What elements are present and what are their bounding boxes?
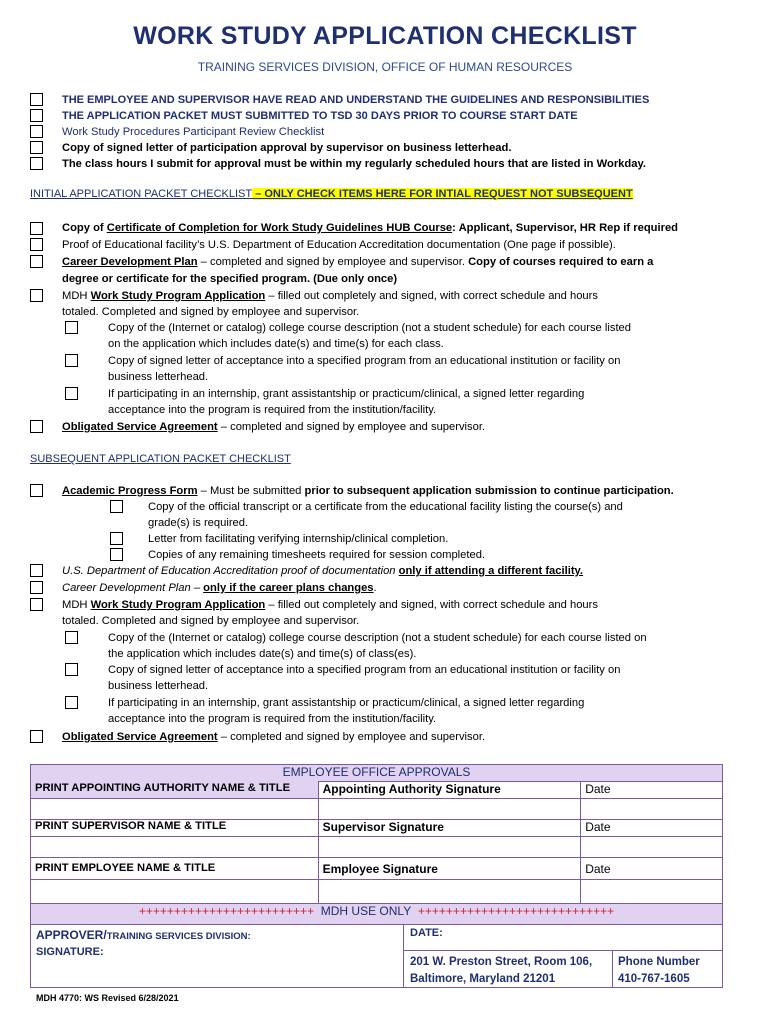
- checkbox-internship-letter[interactable]: [65, 387, 78, 400]
- checkbox-sub-course-description[interactable]: [65, 631, 78, 644]
- item-internship-letter: If participating in an internship, grant assistantship or practicum/clinical, a signed letter regarding: [108, 388, 585, 400]
- item-career-plan-cont: degree or certificate for the specified program. (Due only once): [62, 273, 398, 285]
- checkbox-usdoe-proof[interactable]: [30, 564, 43, 577]
- item-subsequent-application: MDH Work Study Program Application – filled out completely and signed, with correct schedule and hours: [62, 599, 598, 611]
- supervisor-signature-field[interactable]: [318, 837, 581, 858]
- page-title: WORK STUDY APPLICATION CHECKLIST: [133, 22, 637, 50]
- employee-date-field[interactable]: [581, 880, 723, 904]
- approvals-header-row: [31, 765, 723, 782]
- item-course-description-cont: on the application which includes date(s) and time(s) for each class.: [108, 338, 444, 350]
- subsequent-section-heading: SUBSEQUENT APPLICATION PACKET CHECKLIST: [30, 453, 291, 465]
- appointing-authority-label-row: [31, 782, 723, 799]
- appointing-authority-signature-field[interactable]: [318, 799, 581, 820]
- checkbox-hub-certificate[interactable]: [30, 222, 43, 235]
- checkbox-sub-internship-letter[interactable]: [65, 696, 78, 709]
- item-sub-acceptance-letter-cont: business letterhead.: [108, 680, 209, 692]
- checkbox-30-days[interactable]: [30, 109, 43, 122]
- item-program-application: MDH Work Study Program Application – filled out completely and signed, with correct schedule and hours: [62, 290, 598, 302]
- item-transcript-cont: grade(s) is required.: [148, 517, 249, 529]
- item-course-description: Copy of the (Internet or catalog) college course description (not a student schedule) for each course listed: [108, 322, 631, 334]
- approver-label: APPROVER/TRAINING SERVICES DIVISION:: [36, 928, 251, 942]
- mdh-use-only-row: [31, 904, 723, 925]
- supervisor-name-label: PRINT SUPERVISOR NAME & TITLE: [31, 820, 319, 837]
- hub-course-link[interactable]: Certificate of Completion for Work Study Guidelines HUB Course: [106, 222, 453, 234]
- phone-divider: [612, 950, 613, 988]
- item-subsequent-application-cont: totaled. Completed and signed by employee and supervisor.: [62, 615, 360, 627]
- signature-label: SIGNATURE:: [36, 946, 104, 958]
- form-footer: MDH 4770: WS Revised 6/28/2021: [36, 993, 179, 1003]
- appointing-authority-date-label: Date: [581, 782, 723, 799]
- checkbox-procedures-review[interactable]: [30, 125, 43, 138]
- item-usdoe-proof: U.S. Department of Education Accreditation proof of documentation only if attending a different facility.: [62, 565, 584, 577]
- item-sub-course-description-cont: the application which includes date(s) and time(s) of class(es).: [108, 648, 417, 660]
- address-divider: [403, 950, 723, 951]
- sub-service-agreement-link[interactable]: Obligated Service Agreement: [62, 731, 218, 743]
- item-acceptance-letter-cont: business letterhead.: [108, 371, 209, 383]
- checkbox-letter-participation[interactable]: [30, 141, 43, 154]
- item-academic-progress: Academic Progress Form – Must be submitted prior to subsequent application submission to continue participation.: [62, 485, 674, 497]
- academic-progress-link[interactable]: Academic Progress Form: [62, 485, 198, 497]
- supervisor-input-row: [31, 837, 723, 858]
- appointing-authority-name-field[interactable]: [31, 799, 319, 820]
- approvals-table: [30, 764, 723, 925]
- appointing-authority-name-label: PRINT APPOINTING AUTHORITY NAME & TITLE: [31, 782, 319, 799]
- checkbox-sub-acceptance-letter[interactable]: [65, 663, 78, 676]
- appointing-authority-date-field[interactable]: [581, 799, 723, 820]
- appointing-authority-signature-label: Appointing Authority Signature: [318, 782, 581, 799]
- appointing-authority-input-row: [31, 799, 723, 820]
- service-agreement-link[interactable]: Obligated Service Agreement: [62, 421, 218, 433]
- checkbox-academic-progress[interactable]: [30, 484, 43, 497]
- item-career-plan-change: Career Development Plan – only if the career plans changes.: [62, 582, 377, 594]
- supervisor-date-field[interactable]: [581, 837, 723, 858]
- checkbox-internship-completion[interactable]: [110, 532, 123, 545]
- approver-date-label: DATE:: [410, 927, 443, 939]
- checkbox-accreditation[interactable]: [30, 238, 43, 251]
- checkbox-transcript[interactable]: [110, 500, 123, 513]
- item-sub-course-description: Copy of the (Internet or catalog) college course description (not a student schedule) for each course listed on: [108, 632, 647, 644]
- item-sub-service-agreement: Obligated Service Agreement – completed and signed by employee and supervisor.: [62, 731, 486, 743]
- employee-signature-field[interactable]: [318, 880, 581, 904]
- employee-date-label: Date: [581, 858, 723, 880]
- item-accreditation: Proof of Educational facility’s U.S. Department of Education Accreditation documentation (One page if possible).: [62, 239, 616, 251]
- supervisor-date-label: Date: [581, 820, 723, 837]
- item-hub-certificate: Copy of Certificate of Completion for Work Study Guidelines HUB Course: Applicant, Supervisor, HR Rep if required: [62, 222, 679, 234]
- checkbox-subsequent-application[interactable]: [30, 598, 43, 611]
- supervisor-name-field[interactable]: [31, 837, 319, 858]
- office-phone: Phone Number 410-767-1605: [618, 956, 700, 985]
- item-procedures-review: Work Study Procedures Participant Review Checklist: [62, 126, 325, 138]
- page-subtitle: TRAINING SERVICES DIVISION, OFFICE OF HUMAN RESOURCES: [197, 60, 573, 74]
- item-career-plan: Career Development Plan – completed and signed by employee and supervisor. Copy of courses required to earn a: [62, 256, 654, 268]
- office-address: 201 W. Preston Street, Room 106, Baltimore, Maryland 21201: [410, 956, 593, 985]
- program-application-link[interactable]: Work Study Program Application: [90, 290, 266, 302]
- employee-label-row: [31, 858, 723, 880]
- approvals-heading: EMPLOYEE OFFICE APPROVALS: [31, 765, 723, 782]
- item-program-application-cont: totaled. Completed and signed by employee and supervisor.: [62, 306, 360, 318]
- checkbox-class-hours[interactable]: [30, 157, 43, 170]
- item-internship-completion: Letter from facilitating verifying internship/clinical completion.: [148, 533, 449, 545]
- supervisor-signature-label: Supervisor Signature: [318, 820, 581, 837]
- employee-name-field[interactable]: [31, 880, 319, 904]
- subsequent-application-link[interactable]: Work Study Program Application: [90, 599, 266, 611]
- item-read-guidelines: THE EMPLOYEE AND SUPERVISOR HAVE READ AND UNDERSTAND THE GUIDELINES AND RESPONSIBILITIES: [62, 94, 650, 106]
- checkbox-service-agreement[interactable]: [30, 420, 43, 433]
- supervisor-label-row: [31, 820, 723, 837]
- item-transcript: Copy of the official transcript or a certificate from the educational facility listing the course(s) and: [148, 501, 623, 513]
- item-sub-internship-letter-cont: acceptance into the program is required from the institution/facility.: [108, 713, 437, 725]
- employee-signature-label: Employee Signature: [318, 858, 581, 880]
- item-sub-acceptance-letter: Copy of signed letter of acceptance into a specified program from an educational institution or facility on: [108, 664, 621, 676]
- checkbox-course-description[interactable]: [65, 321, 78, 334]
- checkbox-program-application[interactable]: [30, 289, 43, 302]
- checkbox-career-plan-change[interactable]: [30, 581, 43, 594]
- item-class-hours: The class hours I submit for approval must be within my regularly scheduled hours that are listed in Workday.: [62, 158, 646, 170]
- initial-section-heading: INITIAL APPLICATION PACKET CHECKLIST – ONLY CHECK ITEMS HERE FOR INTIAL REQUEST NOT SUBSEQUENT: [30, 188, 633, 200]
- career-plan-link[interactable]: Career Development Plan: [62, 256, 198, 268]
- item-internship-letter-cont: acceptance into the program is required from the institution/facility.: [108, 404, 437, 416]
- item-acceptance-letter: Copy of signed letter of acceptance into a specified program from an educational institution or facility on: [108, 355, 621, 367]
- employee-name-label: PRINT EMPLOYEE NAME & TITLE: [31, 858, 319, 880]
- item-30-days: THE APPLICATION PACKET MUST SUBMITTED TO TSD 30 DAYS PRIOR TO COURSE START DATE: [62, 110, 578, 122]
- approver-divider: [403, 924, 404, 988]
- employee-input-row: [31, 880, 723, 904]
- checkbox-sub-service-agreement[interactable]: [30, 730, 43, 743]
- item-sub-internship-letter: If participating in an internship, grant assistantship or practicum/clinical, a signed letter regarding: [108, 697, 585, 709]
- checkbox-acceptance-letter[interactable]: [65, 354, 78, 367]
- item-letter-participation: Copy of signed letter of participation approval by supervisor on business letterhead.: [62, 142, 512, 154]
- checkbox-timesheets[interactable]: [110, 548, 123, 561]
- item-service-agreement: Obligated Service Agreement – completed and signed by employee and supervisor.: [62, 421, 486, 433]
- mdh-use-only-banner: +++++++++++++++++++++++++ MDH USE ONLY ++++++++++++++++++++++++++++: [31, 904, 723, 925]
- item-timesheets: Copies of any remaining timesheets required for session completed.: [148, 549, 486, 561]
- checkbox-read-guidelines[interactable]: [30, 93, 43, 106]
- checkbox-career-plan[interactable]: [30, 255, 43, 268]
